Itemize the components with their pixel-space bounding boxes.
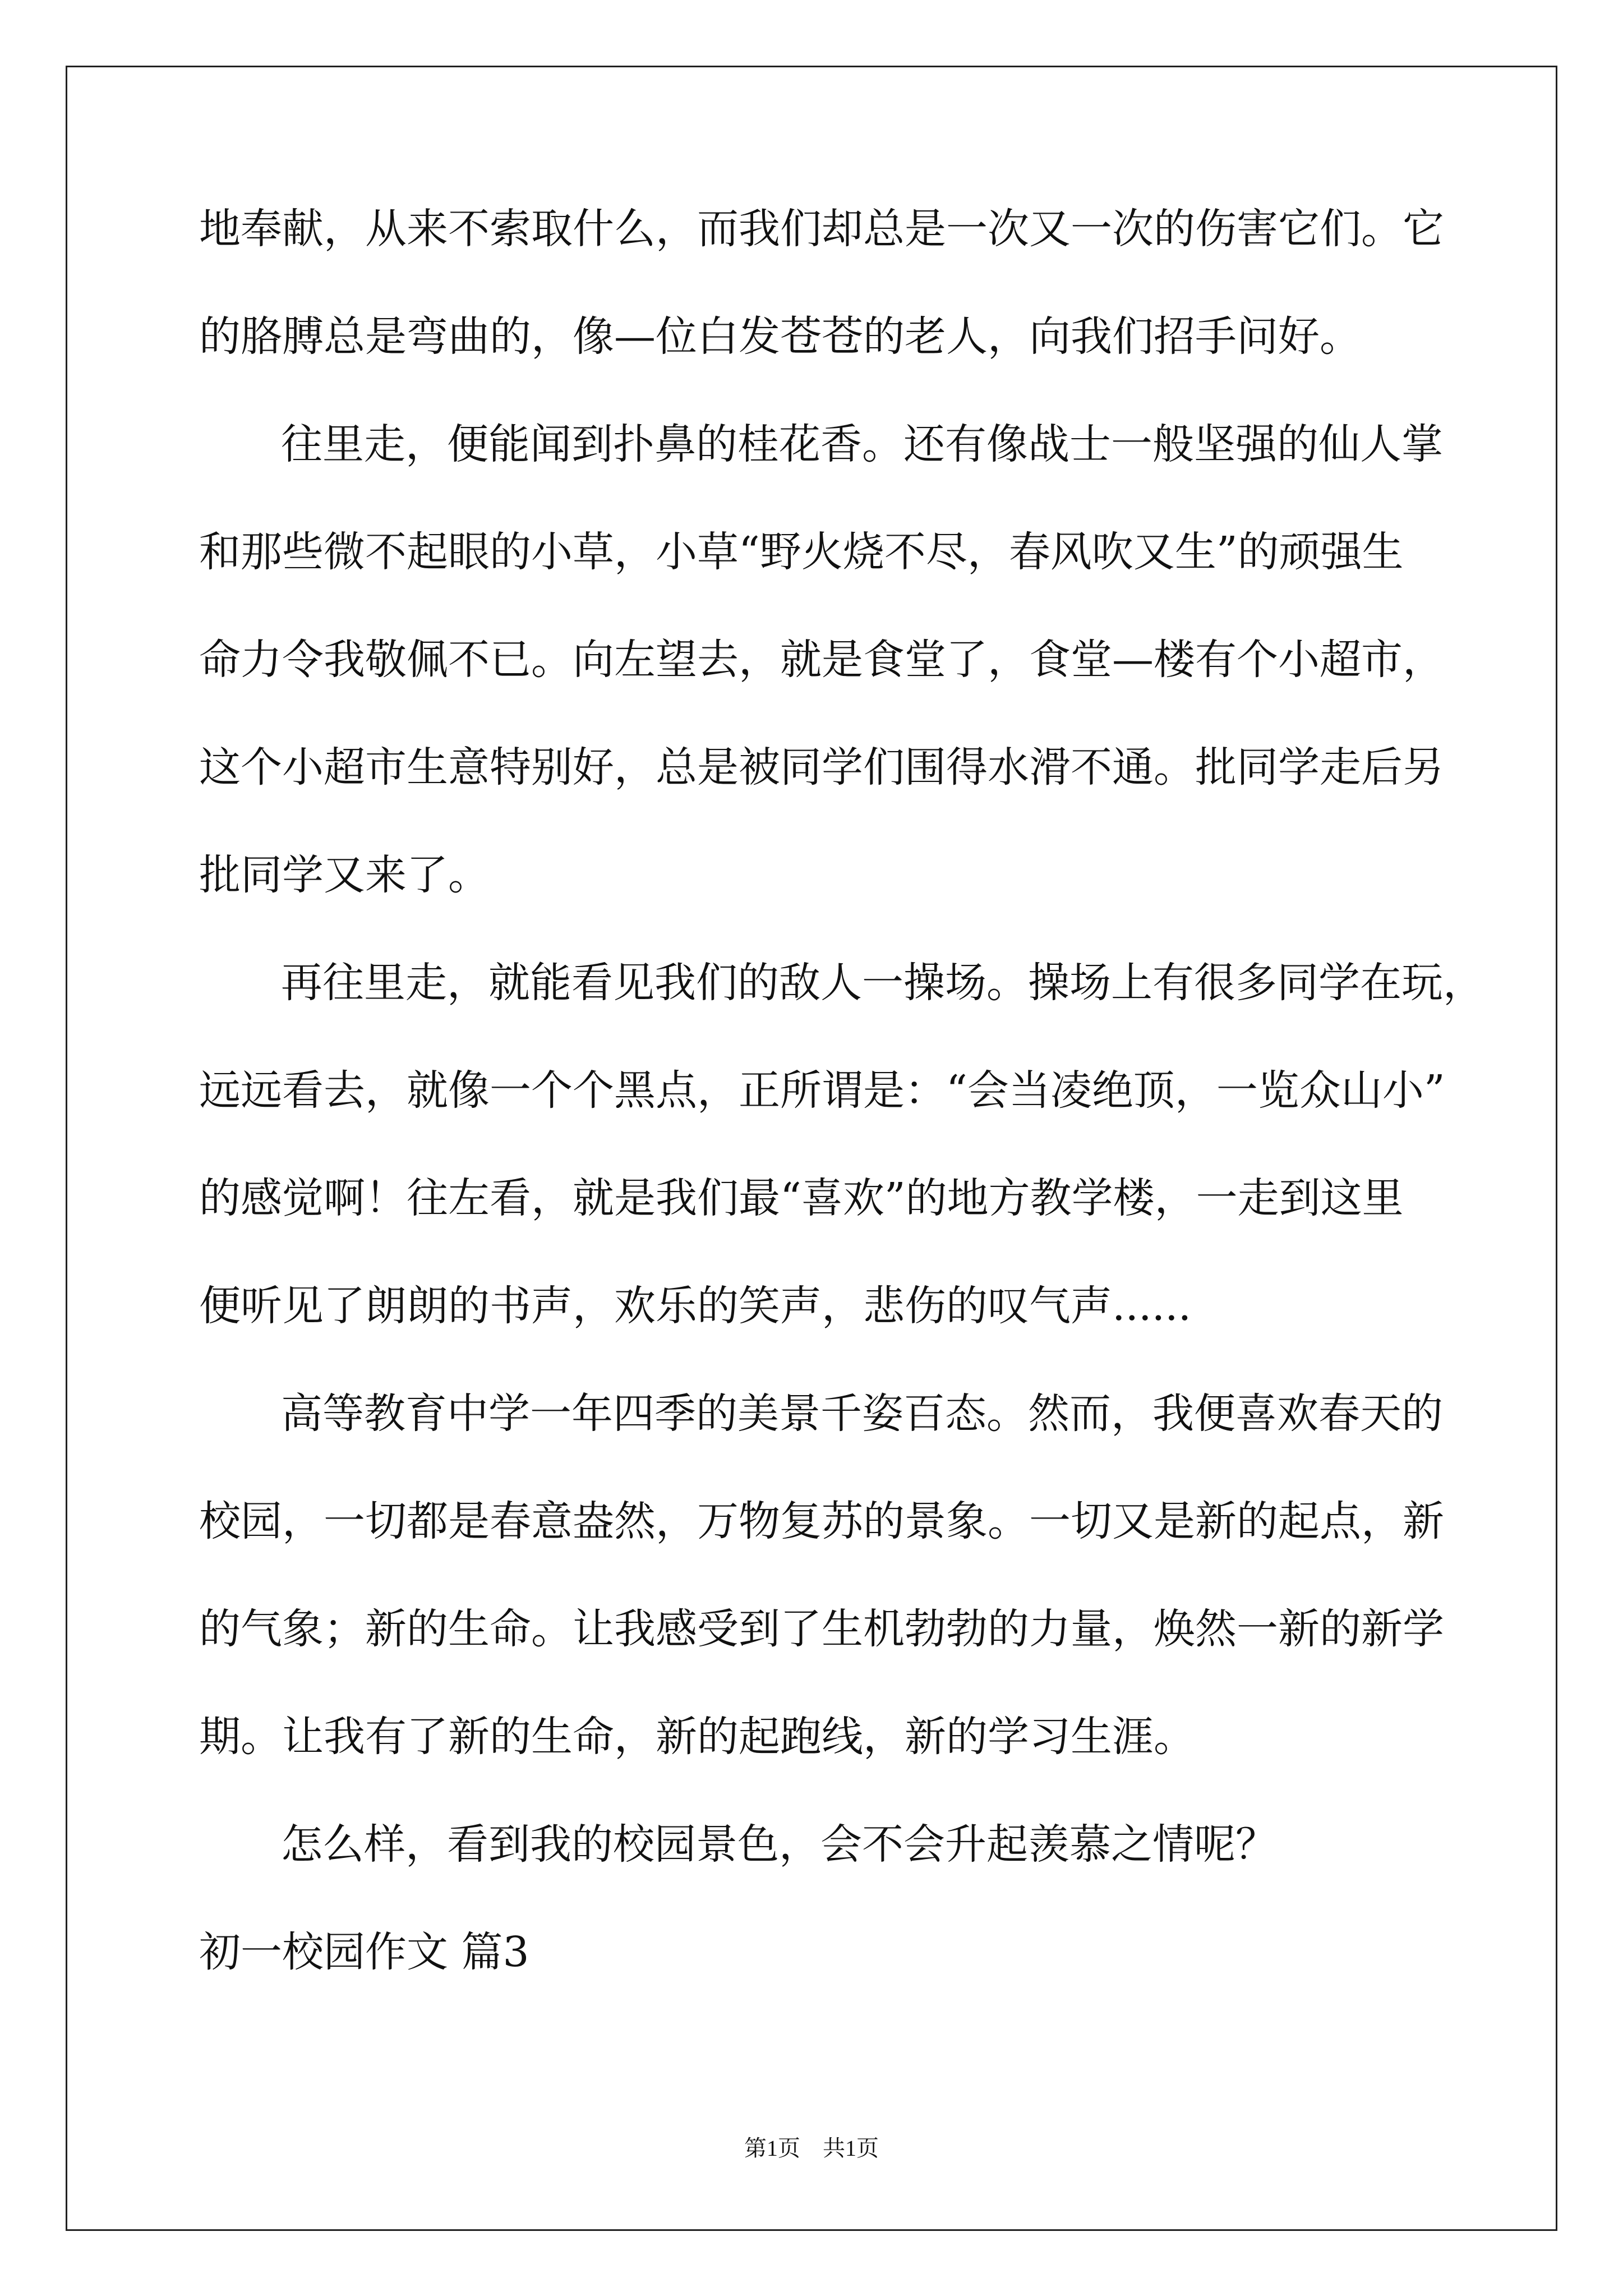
text-line: 地奉献，从来不索取什么，而我们却总是一次又一次的伤害它们。它	[199, 205, 1444, 253]
text-line: 命力令我敬佩不已。向左望去，就是食堂了，食堂—楼有个小超市，	[199, 636, 1444, 684]
text-line: 和那些微不起眼的小草，小草“野火烧不尽，春风吹又生”的顽强生	[199, 528, 1404, 576]
paragraph-start-line: 怎么样，看到我的校园景色，会不会升起羡慕之情呢？	[281, 1820, 1277, 1869]
paragraph-start-line: 往里走，便能闻到扑鼻的桂花香。还有像战士一般坚强的仙人掌	[281, 420, 1443, 468]
page-border	[66, 66, 1557, 2231]
text-line: 便听见了朗朗的书声，欢乐的笑声，悲伤的叹气声......	[199, 1282, 1192, 1330]
text-line: 的胳膊总是弯曲的，像—位白发苍苍的老人，向我们招手问好。	[199, 312, 1361, 361]
paragraph-start-line: 高等教育中学一年四季的美景千姿百态。然而，我便喜欢春天的	[281, 1389, 1443, 1438]
section-heading: 初一校园作文 篇3	[199, 1928, 529, 1976]
text-line: 校园，一切都是春意盎然，万物复苏的景象。一切又是新的起点，新	[199, 1497, 1444, 1545]
page-footer: 第1页 共1页	[744, 2136, 879, 2161]
text-line: 期。让我有了新的生命，新的起跑线，新的学习生涯。	[199, 1713, 1195, 1761]
text-line: 这个小超市生意特别好，总是被同学们围得水滑不通。批同学走后另	[199, 743, 1444, 792]
text-line: 的感觉啊！往左看，就是我们最“喜欢”的地方教学楼，一走到这里	[199, 1174, 1404, 1222]
text-line: 批同学又来了。	[199, 851, 490, 899]
paragraph-start-line: 再往里走，就能看见我们的敌人一操场。操场上有很多同学在玩，	[281, 959, 1484, 1007]
text-line: 的气象；新的生命。让我感受到了生机勃勃的力量，焕然一新的新学	[199, 1605, 1444, 1653]
text-line: 远远看去，就像一个个黑点，正所谓是：“会当凌绝顶，一览众山小”	[199, 1066, 1445, 1115]
